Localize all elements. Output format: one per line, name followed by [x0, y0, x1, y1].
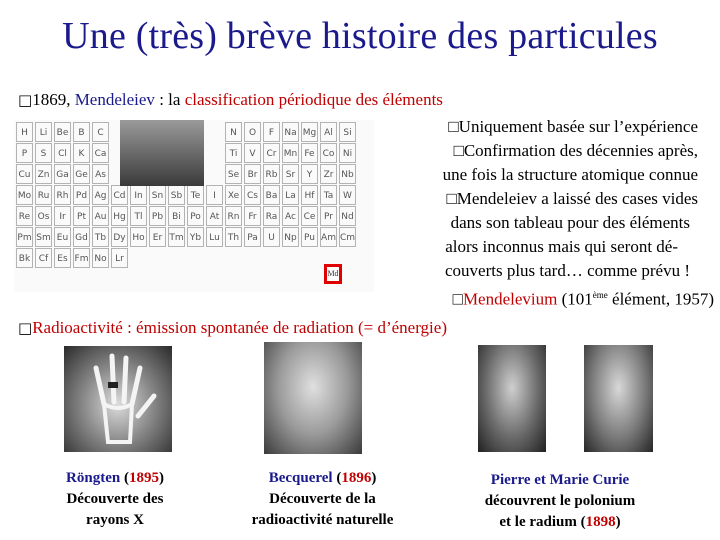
element-cell: Re: [16, 206, 33, 226]
curie-line-3a: et le radium (: [499, 514, 586, 530]
element-cell: Hg: [111, 206, 128, 226]
mendeleiev-portrait: [120, 120, 204, 186]
becquerel-line-3: radioactivité naturelle: [251, 512, 394, 528]
rontgen-name: Röngten: [66, 470, 121, 486]
curie-line-2: découvrent le polonium: [484, 493, 636, 509]
element-cell: Rb: [263, 164, 280, 184]
element-cell: Sb: [168, 185, 185, 205]
element-cell: Zn: [35, 164, 52, 184]
mendelevium-name: Mendelevium: [462, 289, 558, 309]
element-cell: Ra: [263, 206, 280, 226]
element-cell: Tl: [130, 206, 147, 226]
curie-line-3b: ): [615, 514, 621, 530]
element-cell: Nb: [339, 164, 356, 184]
element-cell: Lu: [206, 227, 223, 247]
element-cell: Yb: [187, 227, 204, 247]
element-cell: Ir: [54, 206, 71, 226]
element-cell: Pr: [320, 206, 337, 226]
element-cell: W: [339, 185, 356, 205]
element-cell: Pa: [244, 227, 261, 247]
right-line-1: □Uniquement basée sur l’expérience: [448, 117, 698, 136]
element-cell: Ta: [320, 185, 337, 205]
element-cell: Ca: [92, 143, 109, 163]
element-cell: In: [130, 185, 147, 205]
right-line-2: □Confirmation des décennies après,: [453, 141, 698, 160]
element-cell: Gd: [73, 227, 90, 247]
element-cell: Ce: [301, 206, 318, 226]
element-cell: As: [92, 164, 109, 184]
element-cell: Nd: [339, 206, 356, 226]
element-cell: Fe: [301, 143, 318, 163]
element-cell: Ho: [130, 227, 147, 247]
xray-hand-photo: [64, 346, 172, 452]
element-cell: Se: [225, 164, 242, 184]
element-cell: U: [263, 227, 280, 247]
element-cell: Ag: [92, 185, 109, 205]
element-cell: Al: [320, 122, 337, 142]
element-cell: Th: [225, 227, 242, 247]
element-cell: La: [282, 185, 299, 205]
bullet-square-icon: □: [18, 319, 33, 337]
mendelevium-highlight: Md: [324, 264, 342, 284]
right-line-mendelevium: [453, 283, 714, 312]
caption-curie: [460, 470, 660, 533]
element-number: (101: [557, 289, 593, 309]
right-line-7: couverts plus tard… comme prévu !: [444, 261, 690, 280]
element-cell: Ti: [225, 143, 242, 163]
element-cell: Cf: [35, 248, 52, 268]
bullet-mendeleiev: [18, 90, 443, 110]
element-cell: I: [206, 185, 223, 205]
element-rest: élément, 1957): [607, 289, 714, 309]
rontgen-year: 1895: [128, 470, 159, 486]
element-cell: V: [244, 143, 261, 163]
element-cell: B: [73, 122, 90, 142]
element-cell: Pu: [301, 227, 318, 247]
element-cell: Ga: [54, 164, 71, 184]
rontgen-line-3: rayons X: [86, 512, 144, 528]
becquerel-year: 1896: [341, 470, 372, 486]
rontgen-line-2: Découverte des: [66, 491, 164, 507]
element-cell: Es: [54, 248, 71, 268]
element-cell: Eu: [54, 227, 71, 247]
element-cell: Sr: [282, 164, 299, 184]
element-cell: Pt: [73, 206, 90, 226]
element-cell: Te: [187, 185, 204, 205]
element-cell: Rn: [225, 206, 242, 226]
element-cell: Pd: [73, 185, 90, 205]
element-cell: O: [244, 122, 261, 142]
element-cell: Fr: [244, 206, 261, 226]
element-cell: Na: [282, 122, 299, 142]
becquerel-portrait: [264, 342, 362, 454]
separator: : la: [154, 90, 185, 109]
element-cell: Cl: [54, 143, 71, 163]
element-cell: Ni: [339, 143, 356, 163]
element-cell: Si: [339, 122, 356, 142]
element-cell: Np: [282, 227, 299, 247]
element-cell: Mg: [301, 122, 318, 142]
becquerel-line-2: Découverte de la: [269, 491, 376, 507]
element-cell: Tb: [92, 227, 109, 247]
element-cell: Li: [35, 122, 52, 142]
element-cell: F: [263, 122, 280, 142]
marie-curie-portrait: [584, 345, 653, 452]
bullet-square-icon: □: [452, 289, 463, 309]
right-line-4: □Mendeleiev a laissé des cases vides: [446, 189, 698, 208]
element-cell: Au: [92, 206, 109, 226]
element-cell: Zr: [320, 164, 337, 184]
element-cell: Bk: [16, 248, 33, 268]
curie-year: 1898: [585, 514, 616, 530]
element-cell: Rh: [54, 185, 71, 205]
element-cell: No: [92, 248, 109, 268]
element-cell: Mn: [282, 143, 299, 163]
element-cell: C: [92, 122, 109, 142]
element-cell: Y: [301, 164, 318, 184]
element-cell: Xe: [225, 185, 242, 205]
pierre-curie-portrait: [478, 345, 546, 452]
caption-rontgen: Röngten (1895) Découverte des rayons X: [30, 468, 200, 531]
element-cell: Po: [187, 206, 204, 226]
element-cell: Dy: [111, 227, 128, 247]
element-cell: Ru: [35, 185, 52, 205]
superscript-eme: ème: [592, 290, 608, 300]
bullet-square-icon: □: [18, 91, 33, 109]
element-cell: K: [73, 143, 90, 163]
radioactivite-topic: Radioactivité: [32, 318, 123, 337]
right-line-5: dans son tableau pour des éléments: [450, 213, 690, 232]
element-cell: Sm: [35, 227, 52, 247]
element-cell: Bi: [168, 206, 185, 226]
slide-title: Une (très) brève histoire des particules: [62, 15, 658, 57]
element-cell: Br: [244, 164, 261, 184]
element-cell: Lr: [111, 248, 128, 268]
element-cell: S: [35, 143, 52, 163]
element-cell: Pb: [149, 206, 166, 226]
element-cell: Be: [54, 122, 71, 142]
year-1869: 1869,: [32, 90, 75, 109]
element-cell: Ba: [263, 185, 280, 205]
element-cell: Cr: [263, 143, 280, 163]
element-cell: Os: [35, 206, 52, 226]
element-cell: Er: [149, 227, 166, 247]
element-cell: P: [16, 143, 33, 163]
element-cell: H: [16, 122, 33, 142]
element-cell: Ge: [73, 164, 90, 184]
becquerel-name: Becquerel: [268, 470, 333, 486]
element-cell: Sn: [149, 185, 166, 205]
curie-name: Pierre et Marie Curie: [490, 472, 630, 488]
element-cell: Pm: [16, 227, 33, 247]
element-cell: Co: [320, 143, 337, 163]
element-cell: Cd: [111, 185, 128, 205]
element-cell: Cu: [16, 164, 33, 184]
right-line-6: alors inconnus mais qui seront dé-: [445, 237, 678, 256]
caption-becquerel: Becquerel (1896) Découverte de la radioactivité naturelle: [220, 468, 425, 531]
element-cell: Hf: [301, 185, 318, 205]
element-cell: Ac: [282, 206, 299, 226]
classification-topic: classification périodique des éléments: [184, 90, 443, 109]
bullet-radioactivite: [18, 318, 447, 338]
element-cell: At: [206, 206, 223, 226]
radioactivite-definition: : émission spontanée de radiation (= d’énergie): [122, 318, 447, 337]
mendeleiev-name: Mendeleiev: [74, 90, 155, 109]
element-cell: N: [225, 122, 242, 142]
element-cell: Am: [320, 227, 337, 247]
right-line-3: une fois la structure atomique connue: [442, 165, 698, 184]
element-cell: Cs: [244, 185, 261, 205]
element-cell: Fm: [73, 248, 90, 268]
element-cell: Tm: [168, 227, 185, 247]
element-cell: Cm: [339, 227, 356, 247]
element-cell: Mo: [16, 185, 33, 205]
